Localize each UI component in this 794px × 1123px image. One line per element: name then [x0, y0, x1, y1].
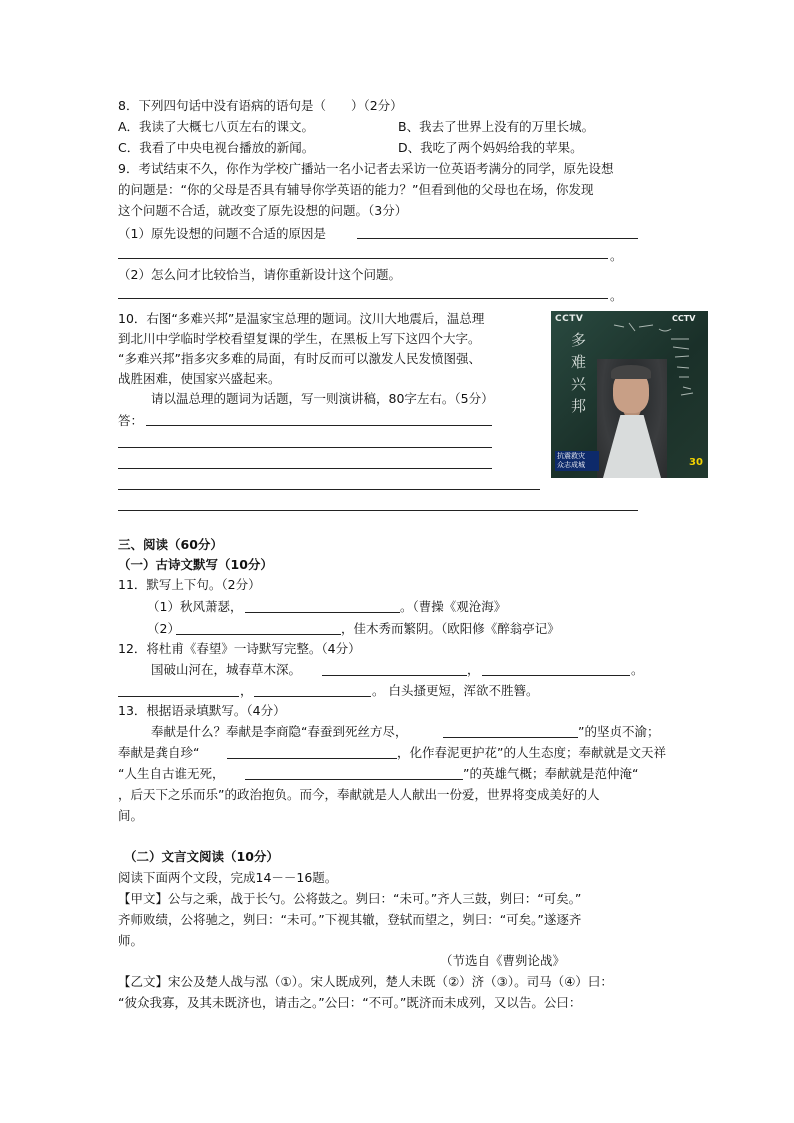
- tv-caption-box: [555, 451, 599, 471]
- q13-line-2-prefix: 奉献是龚自珍“: [118, 745, 200, 760]
- jia-text-line-2: 齐师败绩，公将驰之，刿曰：“未可。”下视其辙，登轼而望之，刿曰：“可矣。”遂逐齐: [118, 912, 582, 927]
- section-3-title: 三、阅读（60分）: [118, 537, 223, 552]
- q12-line-2-tail: 。 白头搔更短，浑欲不胜簪。: [372, 683, 539, 698]
- q11-stem: 11．默写上下句。（2分）: [118, 577, 261, 592]
- q13-line-1-prefix: 奉献是什么？奉献是李商隐“春蚕到死丝方尽，: [151, 724, 408, 739]
- cctv-logo-left: CCTV: [555, 314, 584, 324]
- q8-option-d: D、我吃了两个妈妈给我的苹果。: [398, 140, 583, 155]
- q11-blank-2[interactable]: [176, 634, 341, 635]
- q13-blank-2[interactable]: [227, 758, 397, 759]
- q10-line-4: 战胜困难，使国家兴盛起来。: [118, 371, 281, 386]
- q8-option-b: B、我去了世界上没有的万里长城。: [398, 119, 595, 134]
- jia-source: （节选自《曹刿论战》: [440, 953, 566, 968]
- q12-sep-2: ，: [240, 683, 253, 698]
- q13-blank-1[interactable]: [443, 737, 578, 738]
- part-2-title: （二）文言文阅读（10分）: [124, 849, 279, 864]
- q8-stem: 8．下列四句话中没有语病的语句是（ ）（2分）: [118, 98, 403, 113]
- q9-line-1: 9．考试结束不久，你作为学校广播站一名小记者去采访一位英语考满分的同学，原先设想: [118, 161, 614, 176]
- q12-blank-3[interactable]: [118, 696, 239, 697]
- q13-stem: 13．根据语录填默写。（4分）: [118, 703, 286, 718]
- tv-caption-line-1: 抗震救灾: [557, 452, 585, 460]
- q9-sub-2: （2）怎么问才比较恰当，请你重新设计这个问题。: [118, 267, 401, 282]
- q12-blank-1[interactable]: [322, 675, 467, 676]
- q13-blank-3[interactable]: [245, 779, 463, 780]
- q9-answer-line-1[interactable]: [357, 238, 638, 239]
- q13-line-3-prefix: “人生自古谁无死，: [118, 766, 225, 781]
- q13-line-4: ，后天下之乐而乐”的政治抱负。而今，奉献就是人人献出一份爱，世界将变成美好的人: [118, 787, 600, 802]
- jia-text-line-1: 【甲文】公与之乘，战于长勺。公将鼓之。刿曰：“未可。”齐人三鼓，刿曰：“可矣。”: [118, 891, 582, 906]
- q13-line-5: 间。: [118, 808, 144, 823]
- q12-sep-1: ，: [467, 662, 480, 677]
- q12-blank-2[interactable]: [482, 675, 630, 676]
- q13-line-1-suffix: ”的坚贞不渝；: [578, 724, 660, 739]
- q10-line-3: “多难兴邦”指多灾多难的局面，有时反而可以激发人民发愤图强、: [118, 351, 481, 366]
- q9-answer-line-3[interactable]: [118, 298, 608, 299]
- q10-line-1: 10．右图“多难兴邦”是温家宝总理的题词。汶川大地震后，温总理: [118, 311, 485, 326]
- yi-text-line-2: “彼众我寡，及其未既济也，请击之。”公曰：“不可。”既济而未成列，又以告。公曰：: [118, 995, 582, 1010]
- person-hair: [611, 365, 651, 379]
- tv-corner-number: 30: [689, 457, 703, 468]
- q9-end-mark-1: 。: [610, 248, 623, 263]
- q10-answer-line-3[interactable]: [118, 468, 492, 469]
- calligraphy-duonan-xingbang: 多难兴邦: [571, 331, 587, 415]
- q13-line-3-suffix: ”的英雄气概；奉献就是范仲淹“: [463, 766, 639, 781]
- q9-line-2: 的问题是：“你的父母是否具有辅导你学英语的能力？”但看到他的父母也在场，你发现: [118, 182, 594, 197]
- section-3-part-1-title: （一）古诗文默写（10分）: [118, 557, 273, 572]
- q9-line-3: 这个问题不合适，就改变了原先设想的问题。（3分）: [118, 203, 408, 218]
- q10-answer-line-1[interactable]: [146, 425, 492, 426]
- q10-answer-line-5[interactable]: [118, 510, 638, 511]
- q12-blank-4[interactable]: [254, 696, 371, 697]
- q9-answer-line-2[interactable]: [118, 258, 608, 259]
- q11-blank-1[interactable]: [245, 612, 400, 613]
- jia-text-line-3: 师。: [118, 933, 144, 948]
- q10-answer-line-4[interactable]: [118, 489, 540, 490]
- tv-caption-line-2: 众志成城: [557, 461, 585, 469]
- q10-line-2: 到北川中学临时学校看望复课的学生，在黑板上写下这四个大字。: [118, 331, 481, 346]
- cctv-logo-right: CCTV: [672, 314, 696, 323]
- q12-end-1: 。: [631, 662, 644, 677]
- q11-s1-prefix: （1）秋风萧瑟，: [147, 599, 243, 614]
- q10-answer-line-2[interactable]: [118, 447, 492, 448]
- premier-blackboard-photo: [551, 311, 708, 478]
- q8-option-c: C．我看了中央电视台播放的新闻。: [118, 140, 315, 155]
- q11-s2-suffix: ，佳木秀而繁阴。（欧阳修《醉翁亭记》: [341, 621, 560, 636]
- q9-end-mark-2: 。: [610, 288, 623, 303]
- q13-line-2-suffix: ，化作春泥更护花”的人生态度；奉献就是文天祥: [397, 745, 666, 760]
- q10-answer-label: 答：: [118, 413, 144, 428]
- part-2-intro: 阅读下面两个文段，完成14－－16题。: [118, 870, 338, 885]
- q11-s2-prefix: （2）: [147, 621, 180, 636]
- q11-s1-suffix: 。（曹操《观沧海》: [400, 599, 507, 614]
- q10-line-5: 请以温总理的题词为话题，写一则演讲稿，80字左右。（5分）: [151, 391, 494, 406]
- yi-text-line-1: 【乙文】宋公及楚人战与泓（①）。宋人既成列，楚人未既（②）济（③）。司马（④）曰：: [118, 974, 613, 989]
- q12-line-1: 国破山河在，城春草木深。: [151, 662, 302, 677]
- q8-option-a: A．我读了大概七八页左右的课文。: [118, 119, 315, 134]
- q9-sub-1: （1）原先设想的问题不合适的原因是: [118, 226, 326, 241]
- q12-stem: 12．将杜甫《春望》一诗默写完整。（4分）: [118, 641, 361, 656]
